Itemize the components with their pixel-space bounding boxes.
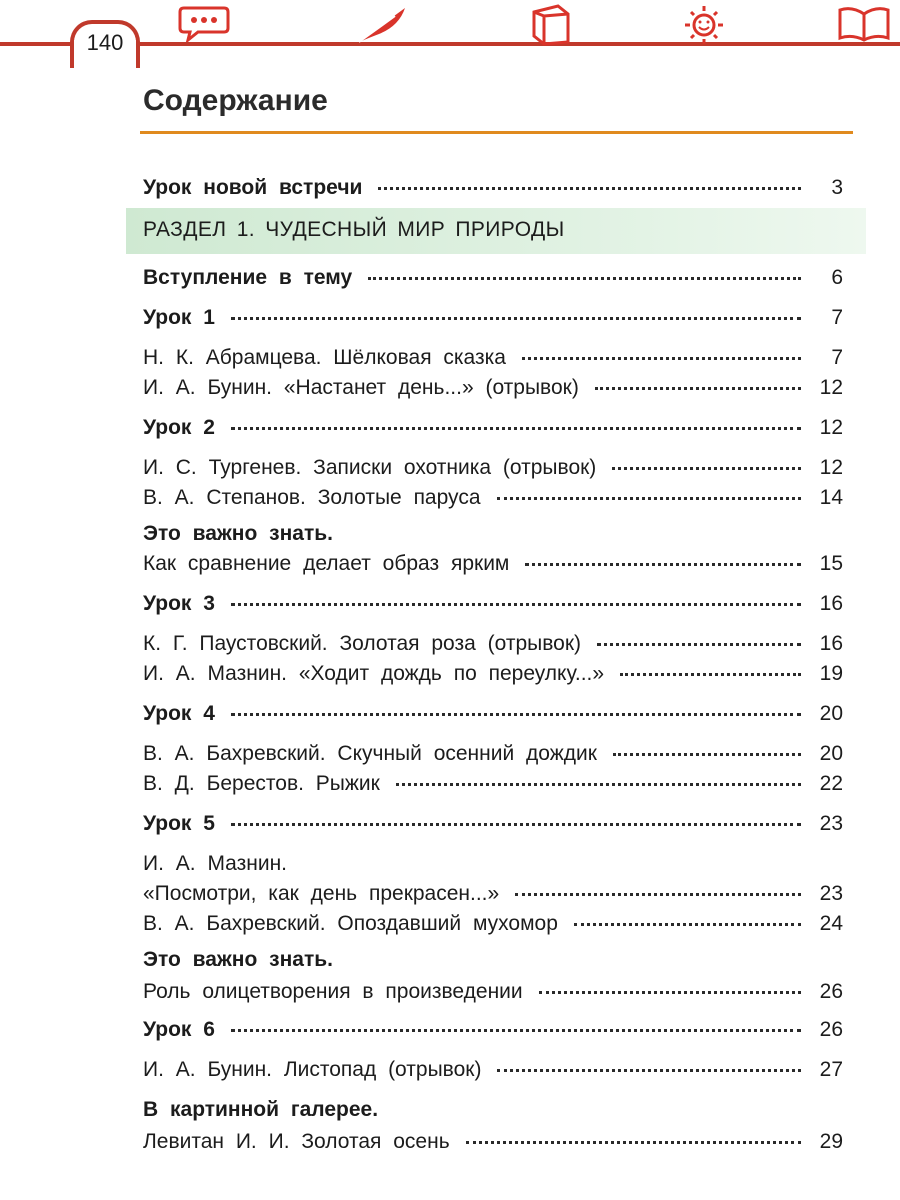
title-underline: [140, 131, 853, 134]
toc-entry: [143, 306, 843, 330]
entry-page: 19: [819, 662, 843, 685]
leader-dots: [231, 712, 801, 716]
entry-page: 20: [819, 702, 843, 725]
leader-dots: [595, 386, 801, 390]
leader-dots: [613, 752, 801, 756]
section-heading: РАЗДЕЛ 1. ЧУДЕСНЫЙ МИР ПРИРОДЫ: [143, 218, 565, 241]
entry-page: 23: [819, 812, 843, 835]
entry-page: 12: [819, 376, 843, 399]
entry-title: И. А. Бунин. Листопад (отрывок): [143, 1058, 482, 1081]
leader-dots: [574, 922, 801, 926]
entry-title: Урок 4: [143, 702, 215, 725]
entry-title: Урок 2: [143, 416, 215, 439]
leader-dots: [497, 496, 801, 500]
toc-entry: [143, 702, 843, 726]
entry-page: 3: [831, 176, 843, 199]
leader-dots: [539, 990, 801, 994]
entry-page: 7: [831, 306, 843, 329]
toc-entry: [143, 266, 843, 290]
entry-page: 23: [819, 882, 843, 905]
entry-title: Как сравнение делает образ ярким: [143, 552, 510, 575]
toc-entry: [143, 912, 843, 936]
entry-page: 24: [819, 912, 843, 935]
toc-entry: [143, 416, 843, 440]
toc-entry: [143, 1018, 843, 1042]
entry-title: И. А. Бунин. «Настанет день...» (отрывок): [143, 376, 579, 399]
entry-page: 26: [819, 1018, 843, 1041]
feather-icon: [355, 4, 409, 44]
toc-entry: [143, 456, 843, 480]
toc-entry: [143, 772, 843, 796]
leader-dots: [466, 1140, 801, 1144]
leader-dots: [497, 1068, 801, 1072]
toc-entry: [143, 662, 843, 686]
leader-dots: [378, 186, 801, 190]
leader-dots: [525, 562, 801, 566]
entry-title: Урок 3: [143, 592, 215, 615]
entry-title: К. Г. Паустовский. Золотая роза (отрывок): [143, 632, 582, 655]
toc-author-line: И. А. Мазнин.: [143, 852, 287, 875]
toc-entry: [143, 980, 843, 1004]
leader-dots: [368, 276, 801, 280]
toc-entry: [143, 486, 843, 510]
leader-dots: [612, 466, 801, 470]
leader-dots: [515, 892, 801, 896]
entry-title: Н. К. Абрамцева. Шёлковая сказка: [143, 346, 506, 369]
entry-title: И. С. Тургенев. Записки охотника (отрывок): [143, 456, 597, 479]
entry-title: Роль олицетворения в произведении: [143, 980, 523, 1003]
entry-title: В. А. Бахревский. Опоздавший мухомор: [143, 912, 558, 935]
page-title: Содержание: [143, 84, 328, 117]
entry-title: Урок 5: [143, 812, 215, 835]
entry-page: 27: [819, 1058, 843, 1081]
entry-title: Левитан И. И. Золотая осень: [143, 1130, 450, 1153]
toc-entry: [143, 632, 843, 656]
entry-page: 26: [819, 980, 843, 1003]
entry-page: 7: [831, 346, 843, 369]
entry-title: Урок новой встречи: [143, 176, 363, 199]
entry-page: 14: [819, 486, 843, 509]
entry-page: 12: [819, 416, 843, 439]
entry-title: И. А. Мазнин. «Ходит дождь по переулку...»: [143, 662, 605, 685]
entry-page: 6: [831, 266, 843, 289]
leader-dots: [522, 356, 801, 360]
toc-entry: [143, 592, 843, 616]
leader-dots: [231, 822, 801, 826]
toc-entry: [143, 552, 843, 576]
entry-title: В. Д. Берестов. Рыжик: [143, 772, 380, 795]
entry-page: 29: [819, 1130, 843, 1153]
toc-subheading: В картинной галерее.: [143, 1098, 379, 1121]
entry-title: «Посмотри, как день прекрасен...»: [143, 882, 500, 905]
entry-page: 12: [819, 456, 843, 479]
toc-subheading: Это важно знать.: [143, 522, 333, 545]
entry-page: 16: [819, 592, 843, 615]
toc-entry: [143, 1058, 843, 1082]
leader-dots: [396, 782, 801, 786]
entry-title: В. А. Степанов. Золотые паруса: [143, 486, 481, 509]
toc-entry: [143, 346, 843, 370]
leader-dots: [231, 1028, 801, 1032]
speech-bubble-icon: [178, 4, 230, 42]
entry-page: 20: [819, 742, 843, 765]
leader-dots: [231, 316, 801, 320]
leader-dots: [231, 602, 801, 606]
sun-icon: [680, 4, 728, 46]
entry-title: Вступление в тему: [143, 266, 353, 289]
leader-dots: [620, 672, 801, 676]
toc-entry: [143, 176, 843, 200]
book-icon: [528, 4, 572, 46]
entry-title: В. А. Бахревский. Скучный осенний дождик: [143, 742, 597, 765]
toc-entry: [143, 1130, 843, 1154]
toc-entry: [143, 742, 843, 766]
open-book-icon: [836, 4, 892, 44]
leader-dots: [597, 642, 801, 646]
entry-page: 16: [819, 632, 843, 655]
entry-title: Урок 6: [143, 1018, 215, 1041]
toc-entry: [143, 882, 843, 906]
entry-page: 22: [819, 772, 843, 795]
leader-dots: [231, 426, 801, 430]
toc-subheading: Это важно знать.: [143, 948, 333, 971]
toc-entry: [143, 812, 843, 836]
page-number: 140: [86, 30, 124, 55]
entry-title: Урок 1: [143, 306, 215, 329]
toc-entry: [143, 376, 843, 400]
entry-page: 15: [819, 552, 843, 575]
